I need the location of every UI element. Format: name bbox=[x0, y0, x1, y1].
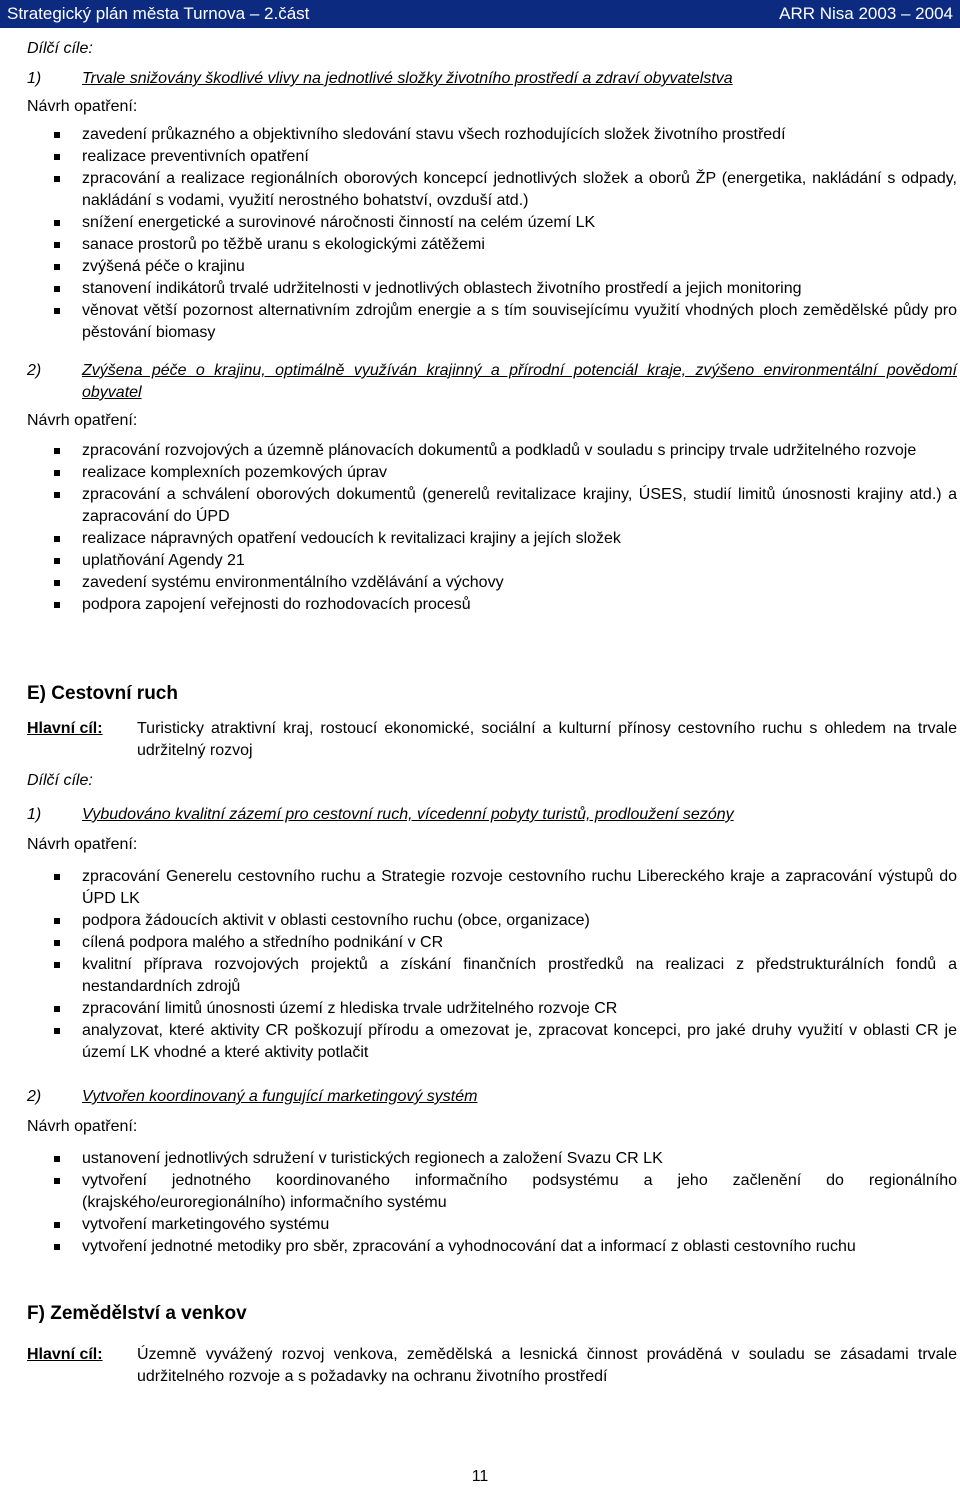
list-item: zpracování a schválení oborových dokumentů (generelů revitalizace krajiny, ÚSES, studií limitů únosnosti krajiny atd.) a zapracování do ÚPD bbox=[27, 484, 957, 528]
goal-number: 1) bbox=[27, 806, 42, 823]
bullet-icon bbox=[54, 176, 60, 182]
list-item: realizace nápravných opatření vedoucích k revitalizaci krajiny a jejích složek bbox=[27, 528, 957, 550]
goal-text: Vytvořen koordinovaný a fungující marketingový systém bbox=[82, 1088, 478, 1105]
main-goal-text: Územně vyvážený rozvoj venkova, zemědělská a lesnická činnost prováděná v souladu se zásadami trvale udržitelného rozvoje a s požadavky na ochranu životního prostředí bbox=[137, 1346, 957, 1385]
document-org: ARR Nisa 2003 – 2004 bbox=[779, 4, 953, 23]
measures-list bbox=[27, 866, 957, 1064]
page-number: 11 bbox=[471, 1468, 489, 1485]
list-item: cílená podpora malého a středního podnikání v CR bbox=[27, 932, 957, 954]
bullet-icon bbox=[54, 154, 60, 160]
main-goal-e bbox=[27, 718, 957, 762]
section-title-e: E) Cestovní ruch bbox=[27, 683, 178, 704]
section-title-f: F) Zemědělství a venkov bbox=[27, 1303, 247, 1324]
list-item: kvalitní příprava rozvojových projektů a získání finančních prostředků na realizaci z předstrukturálních fondů a nestandardních zdrojů bbox=[27, 954, 957, 998]
goal-number: 2) bbox=[27, 362, 42, 379]
subgoals-label: Dílčí cíle: bbox=[27, 772, 93, 789]
document-title: Strategický plán města Turnova – 2.část bbox=[7, 4, 310, 23]
measures-label: Návrh opatření: bbox=[27, 412, 138, 429]
list-item: realizace komplexních pozemkových úprav bbox=[27, 462, 957, 484]
measures-list bbox=[27, 124, 957, 344]
bullet-icon bbox=[54, 448, 60, 454]
list-item: realizace preventivních opatření bbox=[27, 146, 957, 168]
goal-number: 2) bbox=[27, 1088, 42, 1105]
list-item: ustanovení jednotlivých sdružení v turistických regionech a založení Svazu CR LK bbox=[27, 1148, 957, 1170]
goal-e-2 bbox=[27, 1086, 957, 1108]
list-item: vytvoření jednotného koordinovaného informačního podsystému a jeho začlenění do regionálního (krajského/euroregionálního) informačního systému bbox=[27, 1170, 957, 1214]
bullet-icon bbox=[54, 1222, 60, 1228]
bullet-icon bbox=[54, 940, 60, 946]
main-goal-text: Turisticky atraktivní kraj, rostoucí ekonomické, sociální a kulturní přínosy cestovního ruchu s ohledem na trvale udržitelný rozvoj bbox=[137, 720, 957, 759]
bullet-icon bbox=[54, 558, 60, 564]
subgoals-label: Dílčí cíle: bbox=[27, 40, 93, 57]
bullet-icon bbox=[54, 308, 60, 314]
list-item: stanovení indikátorů trvalé udržitelnosti v jednotlivých oblastech životního prostředí a jejich monitoring bbox=[27, 278, 957, 300]
bullet-icon bbox=[54, 286, 60, 292]
list-item: zavedení průkazného a objektivního sledování stavu všech rozhodujících složek životního prostředí bbox=[27, 124, 957, 146]
measures-label: Návrh opatření: bbox=[27, 98, 138, 115]
list-item: sanace prostorů po těžbě uranu s ekologickými zátěžemi bbox=[27, 234, 957, 256]
bullet-icon bbox=[54, 1178, 60, 1184]
measures-label: Návrh opatření: bbox=[27, 836, 138, 853]
bullet-icon bbox=[54, 492, 60, 498]
goal-2 bbox=[27, 360, 957, 404]
page-content bbox=[27, 38, 957, 1388]
list-item: zpracování limitů únosnosti území z hlediska trvale udržitelného rozvoje CR bbox=[27, 998, 957, 1020]
list-item: zpracování rozvojových a územně plánovacích dokumentů a podkladů v souladu s principy trvale udržitelného rozvoje bbox=[27, 440, 957, 462]
bullet-icon bbox=[54, 1028, 60, 1034]
list-item: zvýšená péče o krajinu bbox=[27, 256, 957, 278]
goal-1 bbox=[27, 68, 957, 90]
list-item: zpracování a realizace regionálních oborových koncepcí jednotlivých složek a oborů ŽP (energetika, nakládání s odpady, nakládání s vodami, využití nerostného bohatství, ovzduší atd.) bbox=[27, 168, 957, 212]
bullet-icon bbox=[54, 470, 60, 476]
list-item: podpora žádoucích aktivit v oblasti cestovního ruchu (obce, organizace) bbox=[27, 910, 957, 932]
bullet-icon bbox=[54, 220, 60, 226]
bullet-icon bbox=[54, 962, 60, 968]
bullet-icon bbox=[54, 580, 60, 586]
goal-e-1 bbox=[27, 804, 957, 826]
list-item: analyzovat, které aktivity CR poškozují přírodu a omezovat je, zpracovat koncepci, pro jaké druhy využití v oblasti CR je území LK vhodné a které aktivity potlačit bbox=[27, 1020, 957, 1064]
list-item: uplatňování Agendy 21 bbox=[27, 550, 957, 572]
main-goal-label: Hlavní cíl: bbox=[27, 720, 103, 737]
list-item: vytvoření marketingového systému bbox=[27, 1214, 957, 1236]
bullet-icon bbox=[54, 242, 60, 248]
bullet-icon bbox=[54, 1156, 60, 1162]
list-item: podpora zapojení veřejnosti do rozhodovacích procesů bbox=[27, 594, 957, 616]
list-item: vytvoření jednotné metodiky pro sběr, zpracování a vyhodnocování dat a informací z oblasti cestovního ruchu bbox=[27, 1236, 957, 1258]
main-goal-label: Hlavní cíl: bbox=[27, 1346, 103, 1363]
bullet-icon bbox=[54, 602, 60, 608]
goal-text: Vybudováno kvalitní zázemí pro cestovní ruch, vícedenní pobyty turistů, prodloužení sezóny bbox=[82, 806, 734, 823]
measures-label: Návrh opatření: bbox=[27, 1118, 138, 1135]
list-item: zavedení systému environmentálního vzdělávání a výchovy bbox=[27, 572, 957, 594]
document-header bbox=[0, 0, 960, 28]
list-item: věnovat větší pozornost alternativním zdrojům energie a s tím souvisejícímu využití vhodných ploch zemědělské půdy pro pěstování biomasy bbox=[27, 300, 957, 344]
bullet-icon bbox=[54, 536, 60, 542]
bullet-icon bbox=[54, 132, 60, 138]
list-item: zpracování Generelu cestovního ruchu a Strategie rozvoje cestovního ruchu Libereckého kraje a zapracování výstupů do ÚPD LK bbox=[27, 866, 957, 910]
goal-text: Trvale snižovány škodlivé vlivy na jednotlivé složky životního prostředí a zdraví obyvatelstva bbox=[82, 70, 733, 87]
measures-list bbox=[27, 1148, 957, 1258]
list-item: snížení energetické a surovinové náročnosti činností na celém území LK bbox=[27, 212, 957, 234]
bullet-icon bbox=[54, 1006, 60, 1012]
bullet-icon bbox=[54, 918, 60, 924]
main-goal-f bbox=[27, 1344, 957, 1388]
bullet-icon bbox=[54, 264, 60, 270]
goal-text: Zvýšena péče o krajinu, optimálně využíván krajinný a přírodní potenciál kraje, zvýšeno environmentální povědomí obyvatel bbox=[82, 362, 957, 401]
bullet-icon bbox=[54, 1244, 60, 1250]
measures-list bbox=[27, 440, 957, 616]
bullet-icon bbox=[54, 874, 60, 880]
goal-number: 1) bbox=[27, 70, 42, 87]
